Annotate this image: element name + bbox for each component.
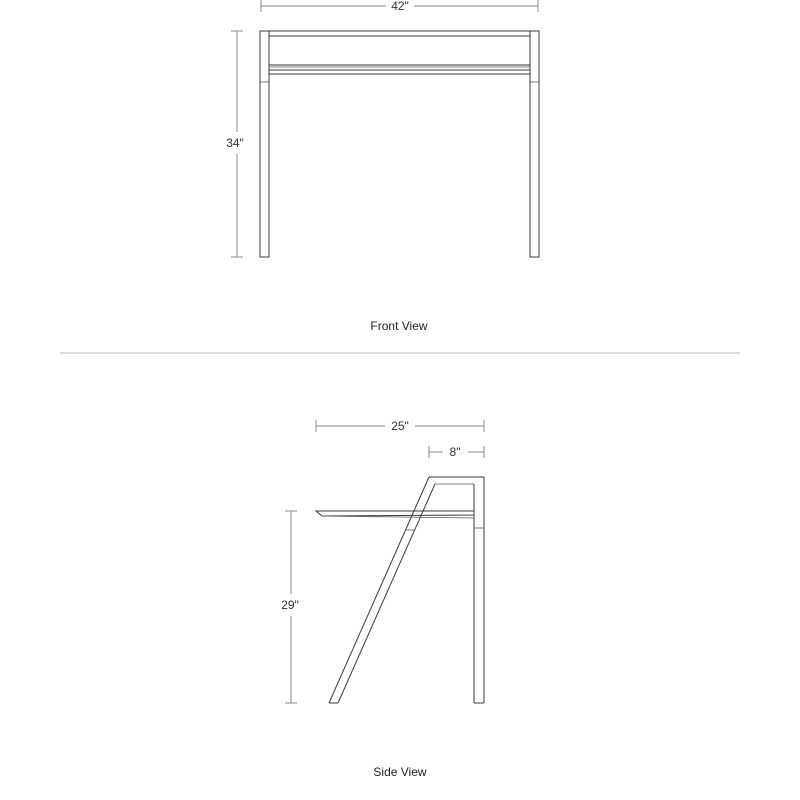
front-height-dimension [226,31,244,257]
front-width-label: 42" [391,0,409,13]
side-height-dimension [281,511,299,703]
side-height-label: 29" [281,598,299,612]
desk-side [316,477,484,703]
front-right-leg [530,31,539,257]
front-width-dimension [261,0,538,13]
side-depth-label: 25" [391,419,409,433]
front-view-caption: Front View [370,319,428,333]
side-view [281,419,484,779]
side-view-caption: Side View [373,765,427,779]
side-top-depth-label: 8" [449,445,461,459]
desk-front [260,31,539,257]
side-top-depth-dimension [429,445,484,459]
front-desk-surface [269,70,530,74]
front-left-leg [260,31,269,257]
side-desk-surface [316,511,474,516]
front-shelf [269,36,530,65]
front-height-label: 34" [226,136,244,150]
side-depth-dimension [316,419,484,433]
front-view [226,0,539,333]
